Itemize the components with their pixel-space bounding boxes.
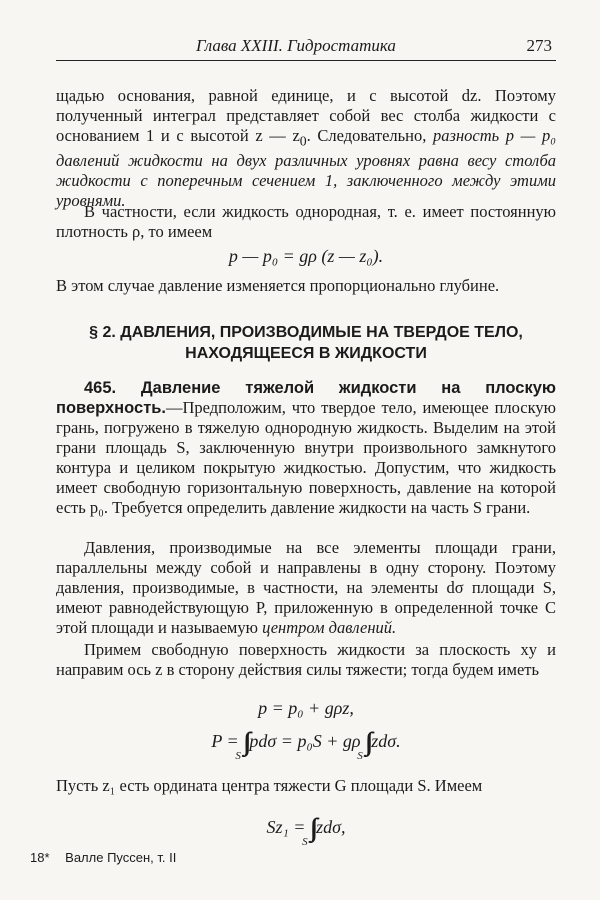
double-integral-icon: ∫∫ <box>365 727 368 756</box>
page-number: 273 <box>526 36 552 55</box>
footer-text: Валле Пуссен, т. II <box>65 850 177 865</box>
paragraph-1-text: щадью основания, равной единице, и с высотой dz. Поэтому полученный интеграл представляет собой вес столба жидкости с основанием 1 и с высотой z — z <box>56 86 556 145</box>
section-heading-line2: НАХОДЯЩЕЕСЯ В ЖИДКОСТИ <box>185 345 427 362</box>
running-header <box>56 34 556 61</box>
formula-centroid-rhs: zdσ, <box>316 817 346 837</box>
paragraph-6: Примем свободную поверхность жидкости за плоскость xy и направим ось z в сторону действия силы тяжести; тогда будем иметь <box>56 640 556 679</box>
formula-resultant <box>56 724 556 762</box>
section-heading-line1: § 2. ДАВЛЕНИЯ, ПРОИЗВОДИМЫЕ НА ТВЕРДОЕ ТЕЛО, <box>89 324 523 341</box>
signature-mark: 18* <box>30 850 50 865</box>
paragraph-5-text: Давления, производимые на все элементы площади грани, параллельны между собой и направлены в одну сторону. Поэтому давления, производимые, в частности, на элементы dσ площади S, имеют равнодействующую P, приложенную в определенной точке C этой площади и называемую <box>56 538 556 637</box>
formula-resultant-end: zdσ. <box>371 731 401 751</box>
formula-centroid-lhs: Sz₁ = <box>266 817 306 837</box>
formula-resultant-lhs: P = <box>211 731 239 751</box>
formula-pressure-difference: p — p₀ = gρ (z — z₀). <box>228 246 384 266</box>
double-integral-icon: ∫∫ <box>243 727 246 756</box>
integral-region: S <box>235 750 241 762</box>
paragraph-7: Пусть z₁ есть ордината центра тяжести G площади S. Имеем <box>56 776 483 795</box>
paragraph-1-emphasis: разность p — p₀ давлений жидкости на двух различных уровнях равна весу столба жидкости с поперечным сечением 1, заключенного между этими уровнями. <box>56 126 556 211</box>
chapter-title: Глава XXIII. Гидростатика <box>196 36 396 55</box>
paragraph-5 <box>56 538 556 638</box>
center-of-pressure-term: центром давлений. <box>262 618 397 637</box>
formula-resultant-mid: pdσ = p₀S + gρ <box>249 731 361 751</box>
formula-centroid <box>56 810 556 848</box>
footer <box>30 850 176 865</box>
integral-region: S <box>302 836 308 848</box>
paragraph-1-mid: . Следовательно, <box>306 126 434 145</box>
paragraph-465 <box>56 378 556 518</box>
integral-region: S <box>357 750 363 762</box>
double-integral-icon: ∫∫ <box>309 813 313 842</box>
article-heading: 465. Давление тяжелой жидкости на плоскую поверхность. <box>56 379 556 417</box>
paragraph-465-text: —Предположим, что твердое тело, имеющее плоскую грань, погружено в тяжелую однородную жидкость. Выделим на этой грани площадь S, заключенную внутри произвольного замкнутого контура и целиком покрытую жидкостью. Допустим, что жидкость имеет свободную горизонтальную поверхность, давление на которой есть p₀. Требуется определить давление жидкости на часть S грани. <box>56 398 556 517</box>
paragraph-3: В этом случае давление изменяется пропорционально глубине. <box>56 276 500 295</box>
paragraph-1 <box>56 86 556 211</box>
subscript: 0 <box>299 133 307 149</box>
section-heading <box>56 322 556 364</box>
paragraph-2: В частности, если жидкость однородная, т. е. имеет постоянную плотность ρ, то имеем <box>56 202 556 241</box>
formula-pressure: p = p₀ + gρz, <box>258 698 354 718</box>
